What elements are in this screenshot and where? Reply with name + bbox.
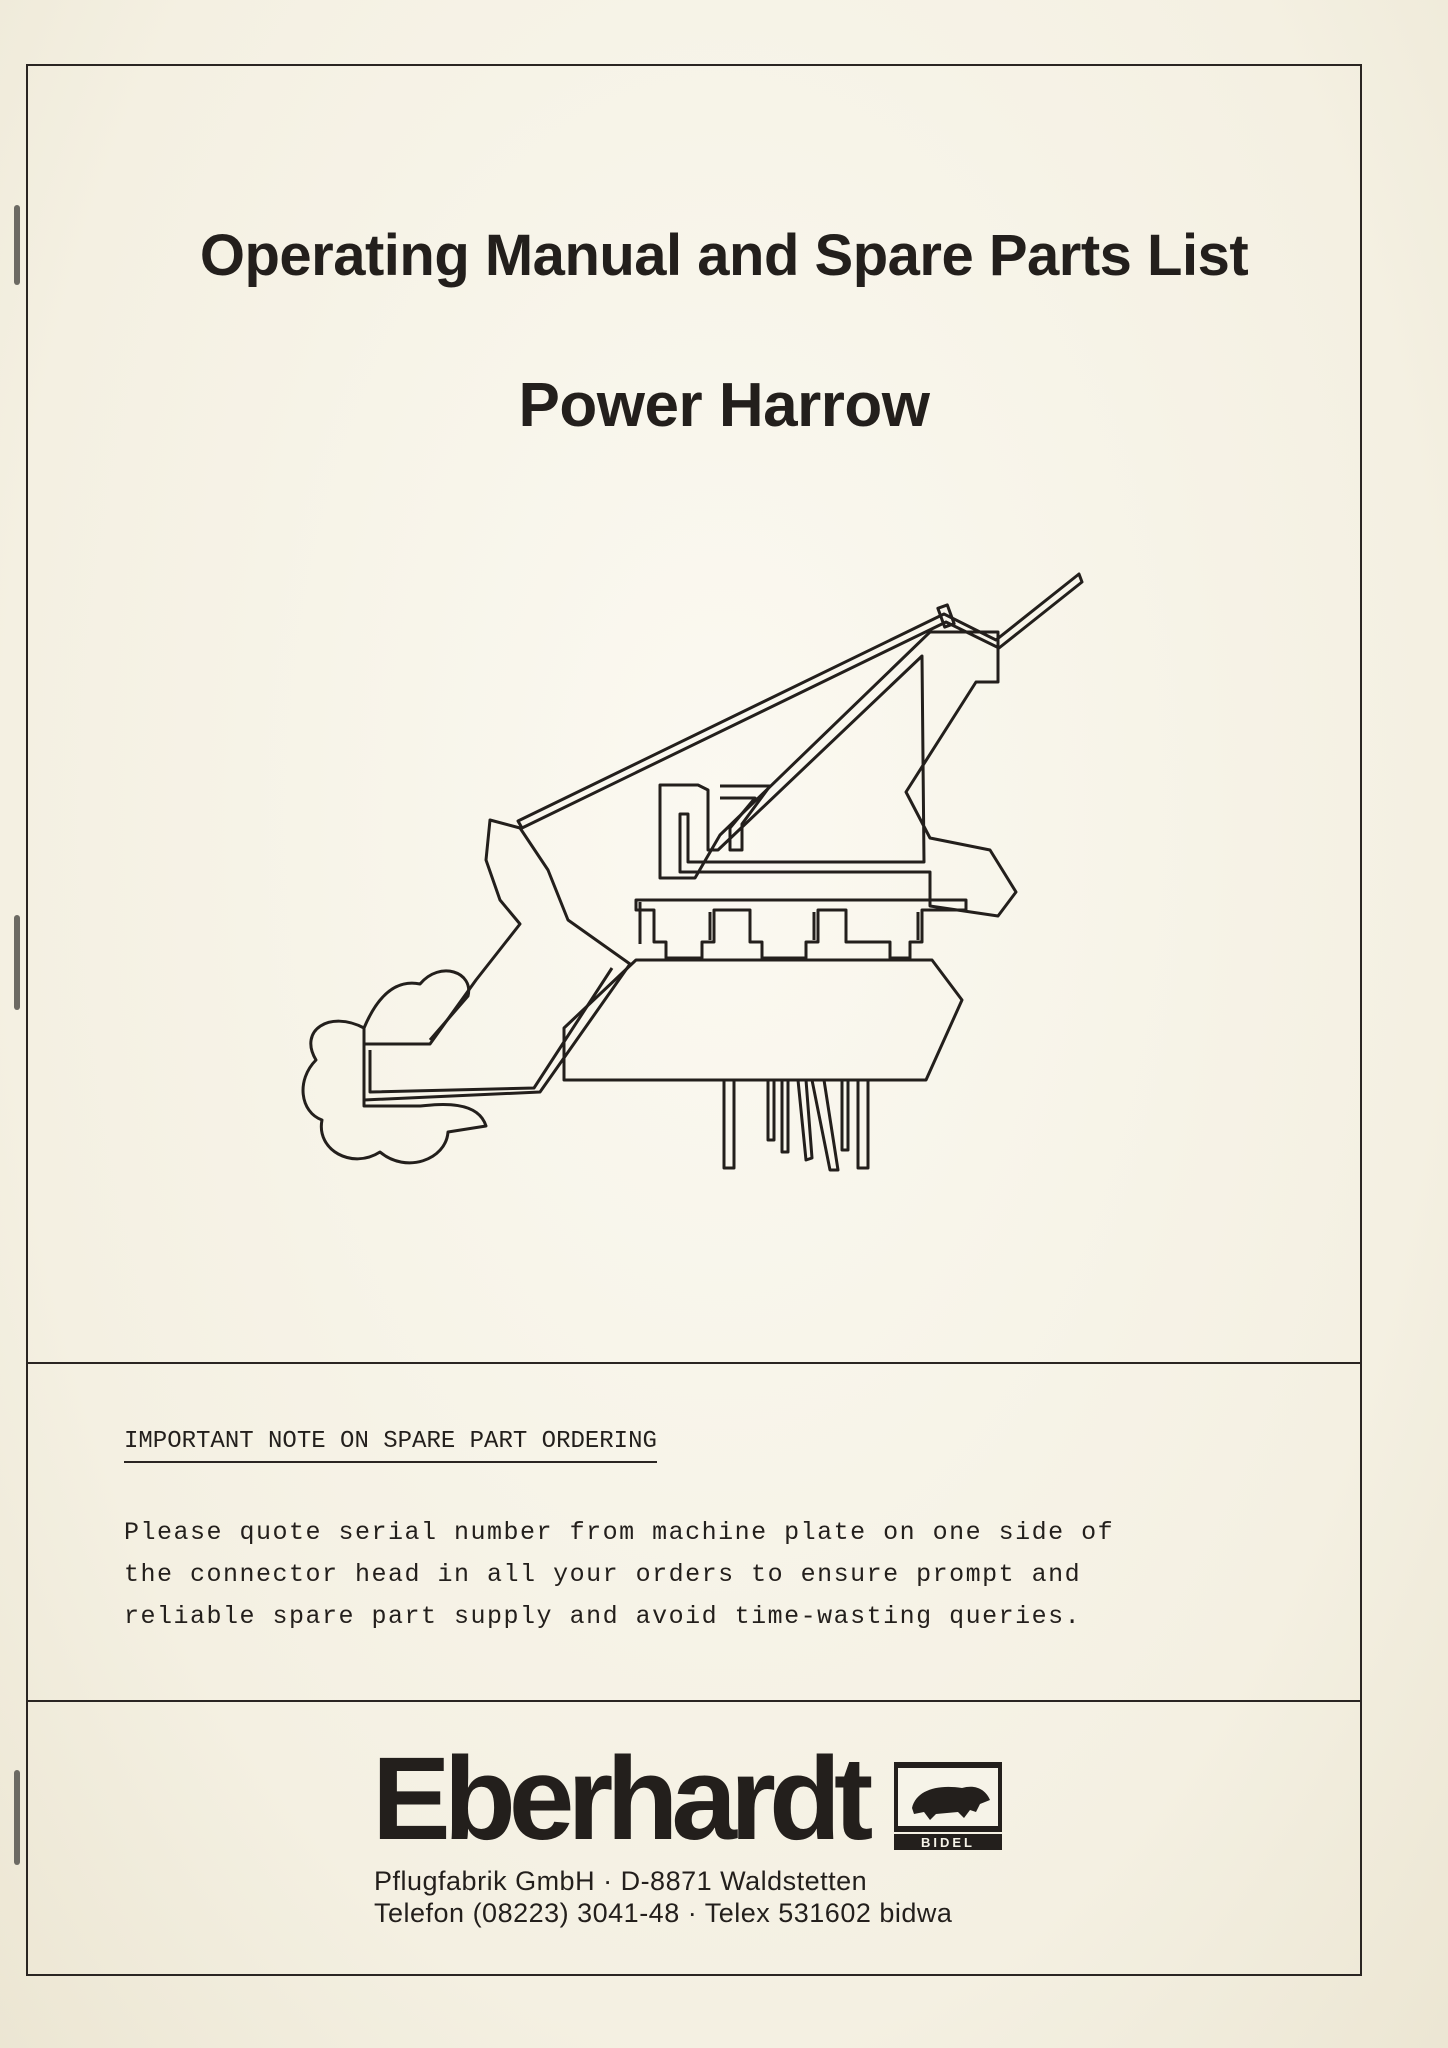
boar-emblem-icon [892, 1760, 1004, 1852]
power-harrow-illustration-icon [290, 560, 1110, 1200]
address-line: Pflugfabrik GmbH · D-8871 Waldstetten [374, 1866, 868, 1896]
page-title: Operating Manual and Spare Parts List [199, 223, 1249, 288]
page-subtitle: Power Harrow [518, 371, 930, 440]
divider-lower [26, 1700, 1362, 1702]
note-line-1: Please quote serial number from machine plate on one side of [124, 1518, 1115, 1547]
brand-badge-text: BIDEL [921, 1835, 975, 1850]
brand-name: Eberhardt [372, 1733, 867, 1865]
note-line-2: the connector head in all your orders to ensure prompt and [124, 1560, 1082, 1589]
staple-bottom [14, 1770, 20, 1865]
staple-middle [14, 915, 20, 1010]
divider-upper [26, 1362, 1362, 1364]
contact-line: Telefon (08223) 3041-48 · Telex 531602 bidwa [374, 1898, 953, 1928]
note-heading: IMPORTANT NOTE ON SPARE PART ORDERING [124, 1428, 657, 1463]
note-line-3: reliable spare part supply and avoid time-wasting queries. [124, 1602, 1082, 1631]
